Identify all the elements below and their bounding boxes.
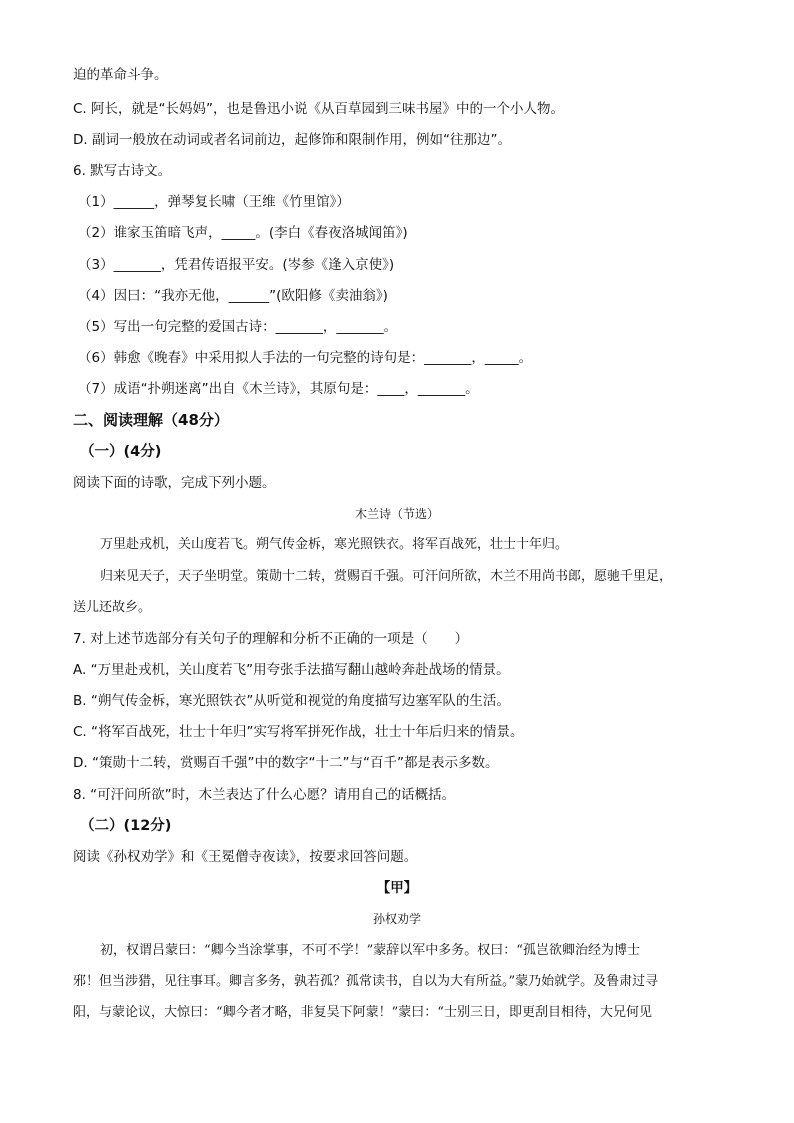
option-d-text: D. “策勋十二转，赏赐百千强”中的数字“十二”与“百千”都是表示多数。 <box>73 755 499 771</box>
option-b-text: B. “朔气传金柝，寒光照铁衣”从听觉和视觉的角度描写边塞军队的生活。 <box>73 693 510 709</box>
subsection-heading: （一）(4分) <box>80 444 162 460</box>
instruction-text: 阅读下面的诗歌，完成下列小题。 <box>73 475 276 491</box>
text-line: 迫的革命斗争。 <box>73 67 168 83</box>
question-8-stem: 8. “可汗问所欲”时，木兰表达了什么心愿？请用自己的话概括。 <box>73 787 456 803</box>
option-c-text: C. “将军百战死，壮士十年归”实写将军拼死作战，壮士十年后归来的情景。 <box>73 724 524 740</box>
instruction-text: 阅读《孙权劝学》和《王冕僧寺夜读》，按要求回答问题。 <box>73 849 418 865</box>
poem-line: 万里赴戎机，关山度若飞。朔气传金柝，寒光照铁衣。将军百战死，壮士十年归。 <box>100 537 569 552</box>
question-7-stem: 7. 对上述节选部分有关句子的理解和分析不正确的一项是（ ） <box>73 631 469 647</box>
question-6-item: （7）成语“扑朔迷离”出自《木兰诗》，其原句是：____，_______。 <box>78 381 479 397</box>
question-6-item: （4）因曰：“我亦无他，______”(欧阳修《卖油翁》) <box>78 288 388 304</box>
question-6-item: （6）韩愈《晚春》中采用拟人手法的一句完整的诗句是：_______，_____。 <box>78 350 533 366</box>
question-6-item: （2）谁家玉笛暗飞声，_____。(李白《春夜洛城闻笛》) <box>78 225 408 241</box>
question-6-item: （5）写出一句完整的爱国古诗：_______，_______。 <box>78 319 398 335</box>
poem-line: 送儿还故乡。 <box>73 600 152 615</box>
question-6-item: （1）______，弹琴复长啸（王维《竹里馆》） <box>78 194 350 210</box>
option-c-text: C. 阿长，就是“长妈妈”，也是鲁迅小说《从百草园到三味书屋》中的一个小人物。 <box>73 101 564 117</box>
section-heading: 二、阅读理解（48分） <box>73 411 229 429</box>
passage-line: 初，权谓吕蒙曰：“卿今当涂掌事，不可不学！”蒙辞以军中多务。权曰：“孤岂欲卿治经为博士 <box>100 943 640 958</box>
poem-title: 木兰诗（节选） <box>354 507 439 521</box>
passage-line: 阳，与蒙论议，大惊曰：“卿今者才略，非复吴下阿蒙！”蒙曰：“士别三日，即更刮目相待，大兄何见 <box>73 1005 652 1020</box>
passage-line: 邪！但当涉猎，见往事耳。卿言多务，孰若孤？孤常读书，自以为大有所益。”蒙乃始就学。及鲁肃过寻 <box>73 974 659 989</box>
passage-title: 孙权劝学 <box>372 912 421 926</box>
option-a-text: A. “万里赴戎机，关山度若飞”用夸张手法描写翻山越岭奔赴战场的情景。 <box>73 662 510 678</box>
subsection-heading: （二）(12分) <box>80 818 172 834</box>
poem-line: 归来见天子，天子坐明堂。策勋十二转，赏赐百千强。可汗问所欲，木兰不用尚书郎，愿驰千里足， <box>100 569 673 584</box>
question-6-item: （3）_______，凭君传语报平安。(岑参《逢入京使》) <box>78 257 395 273</box>
option-d-text: D. 副词一般放在动词或者名词前边，起修饰和限制作用，例如“往那边”。 <box>73 132 511 148</box>
passage-label: 【甲】 <box>376 880 418 896</box>
question-6-title: 6. 默写古诗文。 <box>73 163 172 179</box>
